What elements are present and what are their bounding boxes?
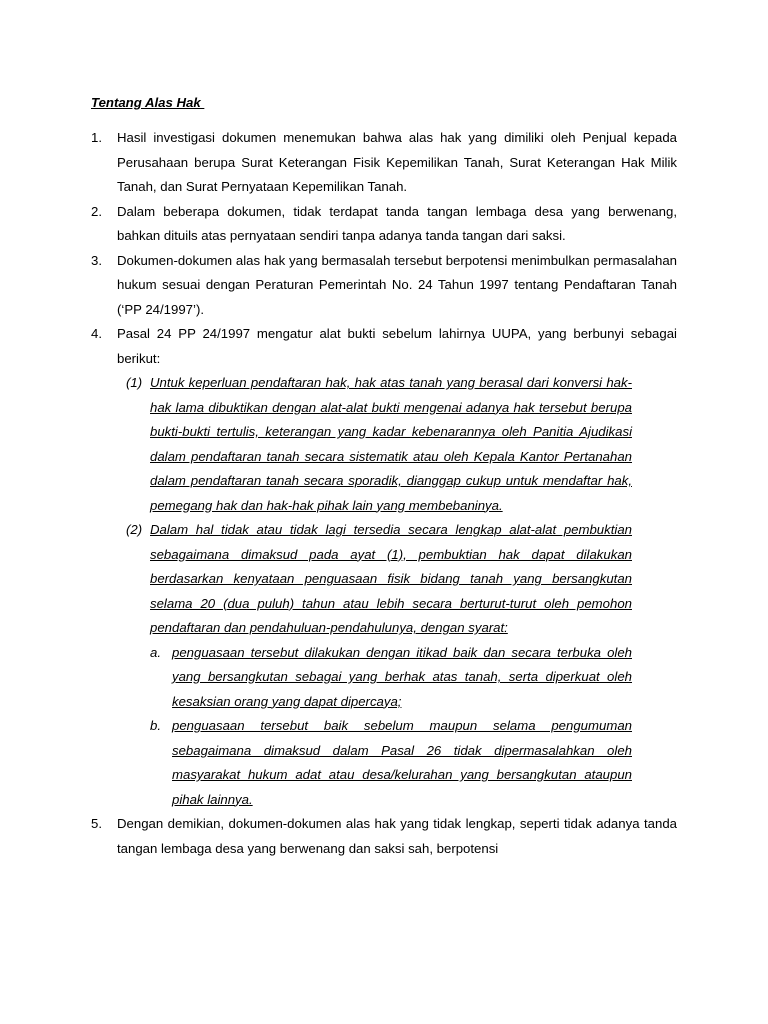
list-number: 2. bbox=[91, 203, 102, 219]
section-heading: Tentang Alas Hak bbox=[91, 95, 205, 110]
numbered-list bbox=[91, 126, 677, 861]
list-text: Pasal 24 PP 24/1997 mengatur alat bukti sebelum lahirnya UUPA, yang berbunyi sebagai berikut: bbox=[117, 326, 677, 366]
list-text: Dokumen-dokumen alas hak yang bermasalah tersebut berpotensi menimbulkan permasalahan hukum sesuai dengan Peraturan Pemerintah No. 24 Tahun 1997 tentang Pendaftaran Tanah (‘PP 24/1997’). bbox=[117, 252, 677, 317]
list-item-4 bbox=[91, 322, 677, 371]
ayat-text: Untuk keperluan pendaftaran hak, hak atas tanah yang berasal dari konversi hak-hak lama dibuktikan dengan alat-alat bukti mengenai adanya hak tersebut berupa bukti-bukti tertulis, keterangan yang kadar kebenarannya oleh Panitia Ajudikasi dalam pendaftaran tanah secara sistematik atau oleh Kepala Kantor Pertanahan dalam pendaftaran tanah secara sporadik, dianggap cukup untuk mendaftar hak, pemegang hak dan hak-hak pihak lain yang membebaninya. bbox=[150, 375, 632, 513]
quote-ayat-1 bbox=[126, 371, 632, 518]
list-item-1 bbox=[91, 126, 677, 200]
list-item-2 bbox=[91, 200, 677, 249]
syarat-letter: a. bbox=[150, 644, 161, 660]
ayat-text: Dalam hal tidak atau tidak lagi tersedia secara lengkap alat-alat pembuktian sebagaimana dimaksud pada ayat (1), pembuktian hak dapat dilakukan berdasarkan kenyataan penguasaan fisik bidang tanah yang bersangkutan selama 20 (dua puluh) tahun atau lebih secara berturut-turut oleh pemohon pendaftaran dan pendahuluan-pendahulunya, dengan syarat: bbox=[150, 522, 632, 635]
syarat-item-a bbox=[150, 641, 632, 715]
ayat-number: (1) bbox=[126, 375, 143, 390]
list-number: 3. bbox=[91, 252, 102, 268]
list-number: 5. bbox=[91, 816, 102, 831]
list-text: Dengan demikian, dokumen-dokumen alas hak yang tidak lengkap, seperti tidak adanya tanda tangan lembaga desa yang berwenang dan saksi sah, berpotensi bbox=[117, 816, 677, 856]
list-number: 4. bbox=[91, 326, 102, 341]
list-item-3 bbox=[91, 249, 677, 323]
syarat-text: penguasaan tersebut dilakukan dengan itikad baik dan secara terbuka oleh yang bersangkutan sebagai yang berhak atas tanah, serta diperkuat oleh kesaksian orang yang dapat dipercaya; bbox=[172, 644, 632, 709]
list-text: Hasil investigasi dokumen menemukan bahwa alas hak yang dimiliki oleh Penjual kepada Perusahaan berupa Surat Keterangan Fisik Kepemilikan Tanah, Surat Keterangan Hak Milik Tanah, dan Surat Pernyataan Kepemilikan Tanah. bbox=[117, 130, 677, 194]
list-text: Dalam beberapa dokumen, tidak terdapat tanda tangan lembaga desa yang berwenang, bahkan dituils atas pernyataan sendiri tanpa adanya tanda tangan dari saksi. bbox=[117, 203, 677, 243]
syarat-text: penguasaan tersebut baik sebelum maupun selama pengumuman sebagaimana dimaksud dalam Pasal 26 tidak dipermasalahkan oleh masyarakat hukum adat atau desa/kelurahan yang bersangkutan ataupun pihak lainnya. bbox=[172, 718, 632, 807]
syarat-letter: b. bbox=[150, 718, 161, 733]
ayat-number: (2) bbox=[126, 522, 143, 537]
list-number: 1. bbox=[91, 130, 102, 145]
quote-ayat-2 bbox=[126, 518, 632, 641]
list-item-5 bbox=[91, 812, 677, 861]
syarat-item-b bbox=[150, 714, 632, 812]
